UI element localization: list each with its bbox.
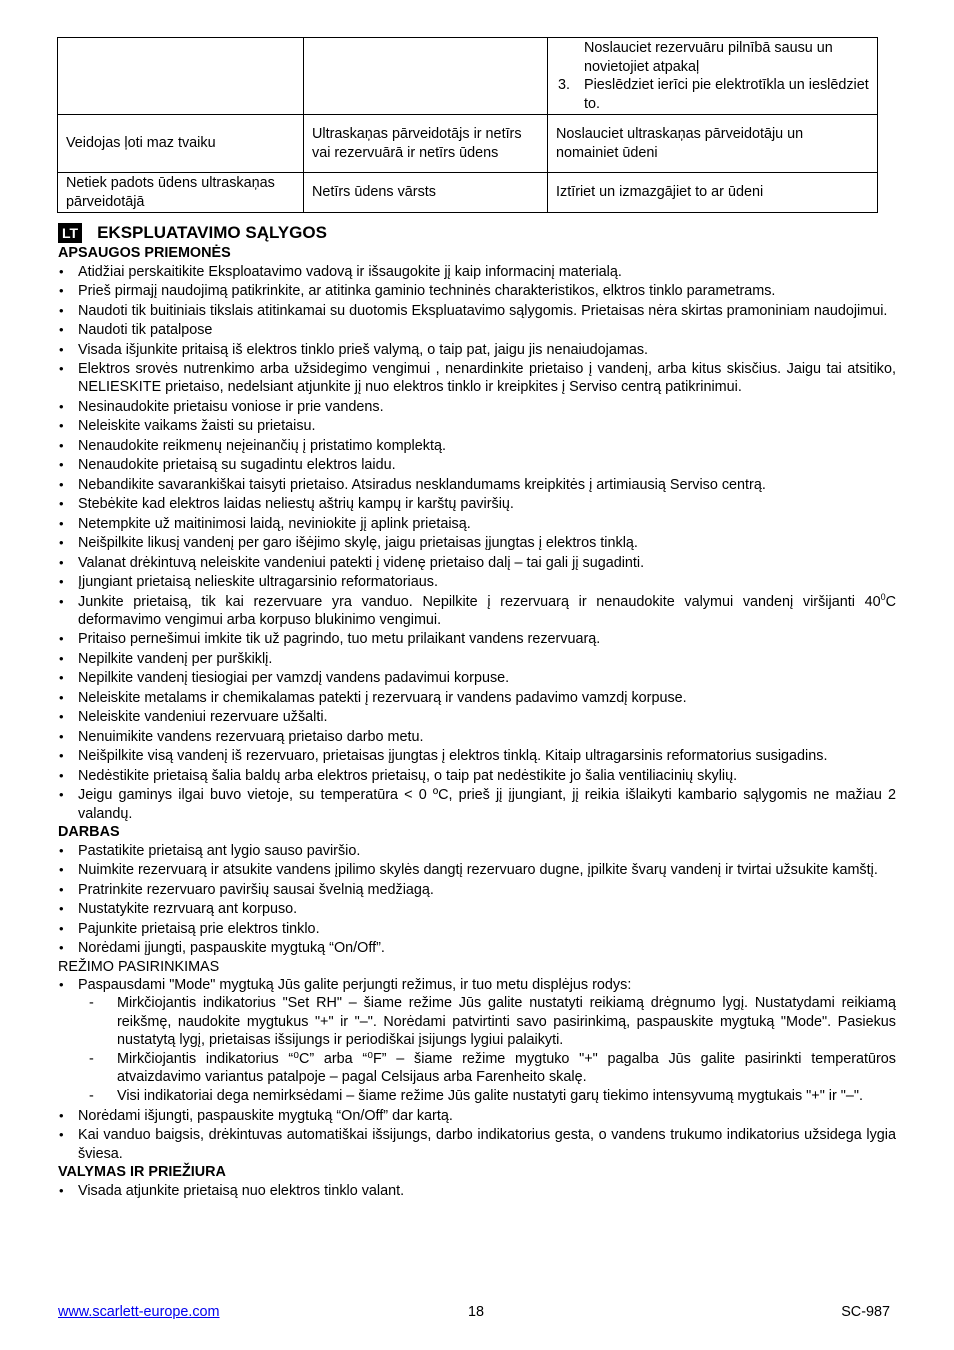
list-item: • Valanat drėkintuvą neleiskite vandeniui patekti į videnę prietaiso dalį – tai gali jį sugadinti. xyxy=(58,554,896,572)
degree-superscript: 0 xyxy=(880,591,886,602)
cleaning-list xyxy=(58,1182,896,1200)
list-item: - Mirkčiojantis indikatorius "Set RH" – šiame režime Jūs galite nustatyti reikiamą drėgnumo lygį. Nustatydami reikiamą reikšmę, naudokite mygtukus "+" ir "–". Norėdami patvirtinti savo pasirinkimą, paspauskite mygtuką "Mode". Pasiekus nustatytą lygį, prietaisas išsijungs ir periodiškai įsijungs lygiui palaikyti. xyxy=(78,994,896,1049)
step-number: 3. xyxy=(558,77,571,93)
solution-step xyxy=(556,76,869,113)
list-item: • Naudoti tik patalpose xyxy=(58,321,896,339)
list-item: • Atidžiai perskaitikite Eksploatavimo vadovą ir išsaugokite jį kaip informacinį materialą. xyxy=(58,263,896,281)
model-number: SC-987 xyxy=(841,1304,890,1320)
solution-steps xyxy=(556,39,869,113)
work-heading: DARBAS xyxy=(58,824,120,841)
table-row xyxy=(58,173,878,213)
table-cell-solution: Iztīriet un izmazgājiet to ar ūdeni xyxy=(548,173,878,213)
work-list xyxy=(58,842,896,958)
list-item: • Nebandikite savarankiškai taisyti prietaiso. Atsiradus nesklandumams kreipkitės į artimiausią Serviso centrą. xyxy=(58,476,896,494)
list-item: • Nenaudokite reikmenų neįeinančių į pristatimo komplektą. xyxy=(58,437,896,455)
table-cell-problem: Netiek padots ūdens ultraskaņas pārveidotājā xyxy=(58,173,304,213)
step-text: Pieslēdziet ierīci pie elektrotīkla un ieslēdziet to. xyxy=(584,77,869,112)
list-item: • Pajunkite prietaisą prie elektros tinklo. xyxy=(58,920,896,938)
list-item xyxy=(58,976,896,1105)
list-item: • Norėdami įjungti, paspauskite mygtuką “On/Off”. xyxy=(58,939,896,957)
list-item: • Stebėkite kad elektros laidas neliestų aštrių kampų ir karštų paviršių. xyxy=(58,495,896,513)
table-row xyxy=(58,115,878,173)
table-cell-problem: Veidojas ļoti maz tvaiku xyxy=(58,115,304,173)
list-item: • Pritaiso pernešimui imkite tik už pagrindo, tuo metu prilaikant vandens rezervuarą. xyxy=(58,630,896,648)
temp-item-text: Junkite prietaisą, tik kai rezervuare yra vanduo. Nepilkite į rezervuarą ir nenaudokite valymui vandenį viršijanti 40 xyxy=(78,593,881,610)
mode-heading: REŽIMO PASIRINKIMAS xyxy=(58,958,220,975)
list-item: • Nenuimikite vandens rezervuarą prietaiso darbo metu. xyxy=(58,728,896,746)
list-item: • Neleiskite metalams ir chemikalamas patekti į rezervuarą ir vandens padavimo vamzdį korpuse. xyxy=(58,689,896,707)
list-item: • Pastatikite prietaisą ant lygio sauso paviršio. xyxy=(58,842,896,860)
list-item: • Neišpilkite likusį vandenį per garo išėjimo skylę, jaigu prietaisas įjungtas į elektros tinklą. xyxy=(58,534,896,552)
table-cell-cause xyxy=(304,38,548,115)
list-item: - Visi indikatoriai dega nemirksėdami – šiame režime Jūs galite nustatyti garų tiekimo intensyvumą mygtukais "+" ir "–". xyxy=(78,1087,896,1105)
table-row xyxy=(58,38,878,115)
list-item: • Netempkite už maitinimosi laidą, neviniokite jį aplink prietaisą. xyxy=(58,515,896,533)
lt-section xyxy=(58,223,896,1201)
table-cell-solution: Noslauciet ultraskaņas pārveidotāju un nomainiet ūdeni xyxy=(548,115,878,173)
mode-list xyxy=(58,976,896,1105)
safety-heading: APSAUGOS PRIEMONĖS xyxy=(58,245,231,261)
mode-after-list xyxy=(58,1107,896,1163)
table-cell-cause: Netīrs ūdens vārsts xyxy=(304,173,548,213)
table-cell-solution xyxy=(548,38,878,115)
list-item: • Nepilkite vandenį per purškiklį. xyxy=(58,650,896,668)
list-item: • Kai vanduo baigsis, drėkintuvas automatiškai išsijungs, darbo indikatorius gesta, o vandens trukumo indikatorius užsidega lygia šviesa. xyxy=(58,1126,896,1162)
list-item: • Nedėstikite prietaisą šalia baldų arba elektros prietaisų, o taip pat nedėstikite jo šalia ventiliacinių skylių. xyxy=(58,767,896,785)
list-item: • Norėdami išjungti, paspauskite mygtuką “On/Off” dar kartą. xyxy=(58,1107,896,1125)
list-item: • Neišpilkite visą vandenį iš rezervuaro, prietaisas įjungtas į elektros tinklą. Kitaip ultragarsinis reformatorius susigadins. xyxy=(58,747,896,765)
list-item: • Prieš pirmajį naudojimą patikrinkite, ar atitinka gaminio techninės charakteristikos, elktros tinklo parametrams. xyxy=(58,282,896,300)
list-item: • Įjungiant prietaisą nelieskite ultragarsinio reformatoriaus. xyxy=(58,573,896,591)
list-item xyxy=(58,593,896,629)
table-cell-problem xyxy=(58,38,304,115)
mode-intro: Paspausdami "Mode" mygtuką Jūs galite perjungti režimus, ir tuo metu displėjus rodys: xyxy=(78,977,632,994)
list-item: • Nuimkite rezervuarą ir atsukite vandens įpilimo skylės dangtį rezervuaro dugne, įpilkite švarų vandenį ir tvirtai užsukite kamštį. xyxy=(58,861,896,879)
list-item: • Visada atjunkite prietaisą nuo elektros tinklo valant. xyxy=(58,1182,896,1200)
list-item: • Neleiskite vaikams žaisti su prietaisu. xyxy=(58,417,896,435)
solution-step xyxy=(556,39,869,76)
list-item: • Naudoti tik buitiniais tikslais atitinkamai su duotomis Ekspluatavimo sąlygomis. Prietaisas nėra skirtas pramoniniam naudojimui. xyxy=(58,302,896,320)
language-badge: LT xyxy=(58,223,82,243)
section-heading xyxy=(58,223,896,243)
website-link[interactable]: www.scarlett-europe.com xyxy=(58,1304,220,1320)
table-cell-cause: Ultraskaņas pārveidotājs ir netīrs vai rezervuārā ir netīrs ūdens xyxy=(304,115,548,173)
list-item: • Neleiskite vandeniui rezervuare užšalti. xyxy=(58,708,896,726)
safety-list-continued xyxy=(58,630,896,822)
temp-item-text-end: C deformavimo vengimui arba korpuso blukinimo vengimui. xyxy=(78,593,896,628)
list-item: • Nepilkite vandenį tiesiogiai per vamzdį vandens padavimui korpuse. xyxy=(58,669,896,687)
list-item: • Visada išjunkite pritaisą iš elektros tinklo prieš valymą, o taip pat, jaigu jis nenaiudojamas. xyxy=(58,341,896,359)
safety-list-temp xyxy=(58,593,896,629)
step-text: Noslauciet rezervuāru pilnībā sausu un novietojiet atpakaļ xyxy=(584,40,833,75)
mode-options xyxy=(78,994,896,1105)
list-item: • Elektros srovės nutrenkimo arba užsidegimo vengimui , nenardinkite prietaiso į vandenį, arba kitus skisčius. Jaigu tai atsitiko, NELIESKITE prietaiso, nedelsiant atjunkite jį nuo elektros tinklo ir kreipkites į Serviso centrą patikrinimui. xyxy=(58,360,896,396)
page-footer xyxy=(58,1303,890,1323)
list-item: • Pratrinkite rezervuaro paviršių sausai švelnią medžiagą. xyxy=(58,881,896,899)
page-number: 18 xyxy=(468,1304,485,1320)
list-item: • Nenaudokite prietaisą su sugadintu elektros laidu. xyxy=(58,456,896,474)
list-item: - Mirkčiojantis indikatorius “⁰C” arba “⁰F” – šiame režime mygtuko "+" pagalba Jūs galite pasirinkti temperatūros atvaizdavimo variantus patalpoje – pagal Celsijaus arba Farenheito skalę. xyxy=(78,1050,896,1086)
list-item: • Nustatykite rezrvuarą ant korpuso. xyxy=(58,900,896,918)
list-item: • Jeigu gaminys ilgai buvo vietoje, su temperatūra < 0 ºC, prieš jį įjungiant, jį reikia išlaikyti kambario sąlygomis ne mažiau 2 valandų. xyxy=(58,786,896,822)
safety-list xyxy=(58,263,896,592)
list-item: • Nesinaudokite prietaisu voniose ir prie vandens. xyxy=(58,398,896,416)
section-title: EKSPLUATAVIMO SĄLYGOS xyxy=(97,222,327,242)
cleaning-heading: VALYMAS IR PRIEŽIURA xyxy=(58,1164,226,1181)
troubleshooting-table xyxy=(57,37,878,213)
